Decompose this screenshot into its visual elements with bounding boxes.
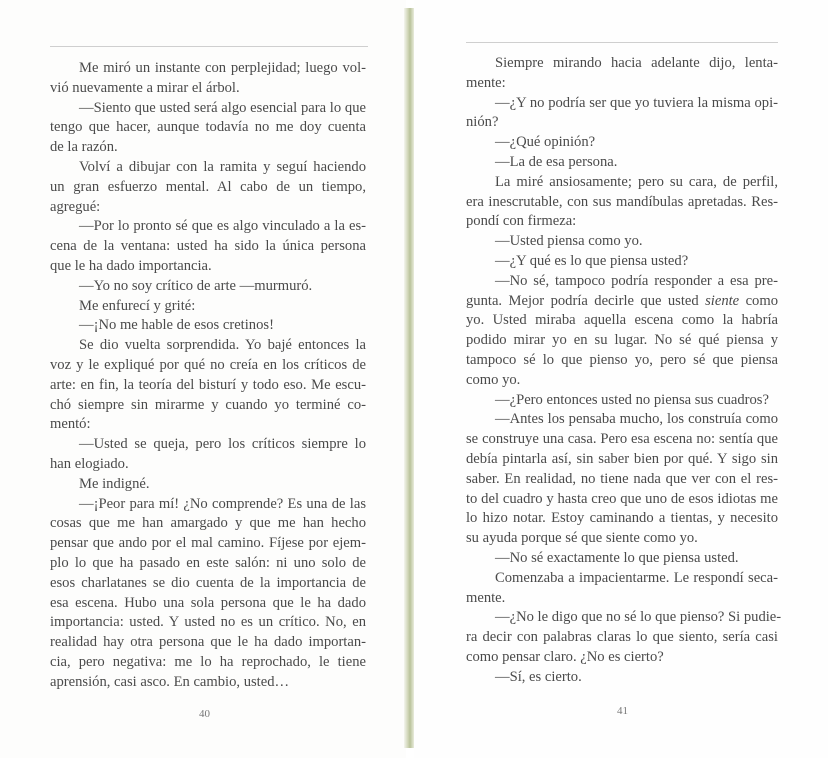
text-segment: agregué: <box>50 198 101 215</box>
text-segment: se construye una casa. Pero esa escena no: sentía que <box>466 431 778 448</box>
text-line <box>466 331 778 351</box>
text-line <box>50 237 366 257</box>
text-line <box>466 212 778 232</box>
text-line <box>50 554 366 574</box>
text-line <box>466 549 778 569</box>
text-line <box>466 371 778 391</box>
text-segment: —Yo no soy crítico de arte —murmuró. <box>79 277 313 294</box>
text-line <box>466 410 778 430</box>
text-segment: —¿Y qué es lo que piensa usted? <box>495 252 689 269</box>
text-line <box>50 495 366 515</box>
text-segment: —¿Y no podría ser que yo tuviera la misma opi- <box>495 94 778 111</box>
text-segment: tampoco sé lo que pienso yo, pero sé que piensa <box>466 351 778 368</box>
text-line <box>50 613 366 633</box>
text-line <box>466 232 778 252</box>
text-line <box>50 118 366 138</box>
text-segment: —Antes los pensaba mucho, los construía como <box>495 411 778 428</box>
text-line <box>50 514 366 534</box>
text-segment: —¿Pero entonces usted no piensa sus cuadros? <box>495 391 769 408</box>
text-segment: han elogiado. <box>50 455 129 472</box>
text-segment: gunta. Mejor podría decirle que usted <box>466 292 706 309</box>
italic-word: siente <box>705 292 740 309</box>
text-line <box>50 138 366 158</box>
text-segment: mente: <box>466 74 506 91</box>
text-line <box>466 133 778 153</box>
text-segment: debía pintarla así, sin saber bien por qué. Y sigo sin <box>466 450 778 467</box>
header-rule <box>50 46 368 47</box>
text-segment: de la razón. <box>50 139 118 156</box>
text-segment: —Sí, es cierto. <box>495 668 582 685</box>
text-line <box>466 153 778 173</box>
text-line <box>466 311 778 331</box>
text-segment: —¡Peor para mí! ¿No comprende? Es una de las <box>79 495 366 512</box>
text-segment: —Siento que usted será algo esencial para lo que <box>79 99 366 116</box>
page-number: 40 <box>199 708 210 720</box>
text-segment: —¡No me hable de esos cretinos! <box>79 317 274 334</box>
text-line <box>50 297 366 317</box>
text-line <box>50 356 366 376</box>
text-line <box>466 94 778 114</box>
text-line <box>466 648 778 668</box>
text-line <box>466 74 778 94</box>
text-segment: Me enfurecí y grité: <box>79 297 196 314</box>
text-segment: realidad hay otra persona que le ha dado importan- <box>50 634 366 651</box>
text-segment: cosas que me han amargado y que me han hecho <box>50 515 366 532</box>
text-segment: arte: en fin, la teoría del bisturí y todo eso. Me escu- <box>50 376 366 393</box>
text-line <box>50 198 366 218</box>
text-line <box>50 574 366 594</box>
text-segment: tengo que hacer, aunque todavía no me doy cuenta <box>50 119 366 136</box>
text-segment: La miré ansiosamente; pero su cara, de perfil, <box>495 173 778 190</box>
text-segment: —No sé exactamente lo que piensa usted. <box>495 549 739 566</box>
text-line <box>50 455 366 475</box>
text-segment: esos charlatanes se dio cuenta de la importancia de <box>50 574 366 591</box>
right-page-text <box>466 54 782 688</box>
page-number: 41 <box>617 705 628 717</box>
text-segment: Me indigné. <box>79 475 150 492</box>
text-segment: —Usted piensa como yo. <box>495 233 643 250</box>
text-segment: voz y le expliqué por qué no creía en los críticos de <box>50 356 366 373</box>
text-segment: vió nuevamente a mirar el árbol. <box>50 79 240 96</box>
text-segment: to del cuadro y hasta creo que uno de esos idiotas me <box>466 490 778 507</box>
text-line <box>466 490 778 510</box>
text-segment: como <box>739 292 778 309</box>
text-line <box>50 435 366 455</box>
text-segment: importancia: usted. Y usted no es un crítico. No, en <box>50 614 366 631</box>
text-line <box>466 668 778 688</box>
text-segment: —No sé, tampoco podría responder a esa pre- <box>495 272 778 289</box>
text-line <box>466 608 782 628</box>
text-line <box>50 79 366 99</box>
text-line <box>466 430 778 450</box>
text-segment: saber. En realidad, no tiene nada que ver con el res- <box>466 470 778 487</box>
text-segment: nión? <box>466 114 499 131</box>
text-line <box>50 316 366 336</box>
text-segment: Comenzaba a impacientarme. Le respondí seca- <box>495 569 778 586</box>
text-line <box>466 54 778 74</box>
left-page-text <box>50 59 366 693</box>
text-line <box>50 673 366 693</box>
text-line <box>466 272 778 292</box>
text-segment: pensar que ando por el mal camino. Fíjese por ejem- <box>50 535 366 552</box>
text-line <box>466 589 778 609</box>
text-line <box>50 277 366 297</box>
header-rule <box>466 42 778 43</box>
text-segment: —¿Qué opinión? <box>495 134 596 151</box>
text-line <box>50 217 366 237</box>
text-segment: —Por lo pronto sé que es algo vinculado a la es- <box>79 218 366 235</box>
text-segment: Siempre mirando hacia adelante dijo, lenta- <box>495 55 778 71</box>
text-segment: su ayuda porque sé que siente como yo. <box>466 530 698 547</box>
text-line <box>50 158 366 178</box>
text-segment: cena de la ventana: usted ha sido la única persona <box>50 238 366 255</box>
text-segment: pondí con firmeza: <box>466 213 577 230</box>
right-page <box>414 0 828 758</box>
text-line <box>466 351 778 371</box>
text-line <box>50 594 366 614</box>
text-line <box>466 450 778 470</box>
text-line <box>466 628 778 648</box>
text-line <box>50 257 366 277</box>
text-segment: como pensar claro. ¿No es cierto? <box>466 648 664 665</box>
text-segment: cia, pero negativa: me lo ha reprochado, le tiene <box>50 653 366 670</box>
text-segment: que le ha dado importancia. <box>50 257 212 274</box>
text-line <box>50 396 366 416</box>
text-segment: lo hizo notar. Estoy caminando a tientas, y necesito <box>466 510 778 527</box>
text-line <box>50 376 366 396</box>
text-line <box>50 59 366 79</box>
text-line <box>50 415 366 435</box>
text-segment: un gran esfuerzo mental. Al cabo de un tiempo, <box>50 178 366 195</box>
text-line <box>466 391 778 411</box>
text-segment: —¿No le digo que no sé lo que pienso? Si pudie- <box>495 609 782 626</box>
text-line <box>466 292 778 312</box>
text-segment: —Usted se queja, pero los críticos siempre lo <box>79 436 366 453</box>
text-segment: Volví a dibujar con la ramita y seguí haciendo <box>79 158 366 175</box>
text-line <box>466 252 778 272</box>
text-line <box>466 509 778 529</box>
text-line <box>50 178 366 198</box>
text-segment: —La de esa persona. <box>495 153 618 170</box>
text-segment: plo lo que ha pasado en este salón: ni uno solo de <box>50 554 366 571</box>
text-segment: ra decir con palabras claras lo que siento, sería casi <box>466 629 778 646</box>
text-line <box>466 173 778 193</box>
text-segment: aprensión, casi asco. En cambio, usted… <box>50 673 290 690</box>
text-line <box>50 633 366 653</box>
text-line <box>50 653 366 673</box>
left-page <box>0 0 406 758</box>
text-line <box>50 99 366 119</box>
text-segment: era inescrutable, con sus mandíbulas apretadas. Res- <box>466 193 778 210</box>
book-gutter <box>404 8 414 748</box>
text-segment: como yo. <box>466 371 521 388</box>
text-segment: Se dio vuelta sorprendida. Yo bajé entonces la <box>79 337 366 354</box>
text-segment: mente. <box>466 589 506 606</box>
text-line <box>466 569 778 589</box>
text-line <box>466 113 778 133</box>
text-line <box>466 193 778 213</box>
text-segment: esa escena. Hubo una sola persona que le ha dado <box>50 594 366 611</box>
text-line <box>466 529 778 549</box>
text-segment: Me miró un instante con perplejidad; luego vol- <box>79 60 366 76</box>
text-segment: yo. Usted miraba aquella escena como la habría <box>466 312 778 329</box>
text-segment: podido mirar yo en su lugar. No sé qué piensa y <box>466 332 778 349</box>
text-line <box>466 470 778 490</box>
text-segment: mentó: <box>50 416 91 433</box>
text-line <box>50 475 366 495</box>
text-segment: chó siempre sin mirarme y cuando yo terminé co- <box>50 396 366 413</box>
text-line <box>50 336 366 356</box>
text-line <box>50 534 366 554</box>
